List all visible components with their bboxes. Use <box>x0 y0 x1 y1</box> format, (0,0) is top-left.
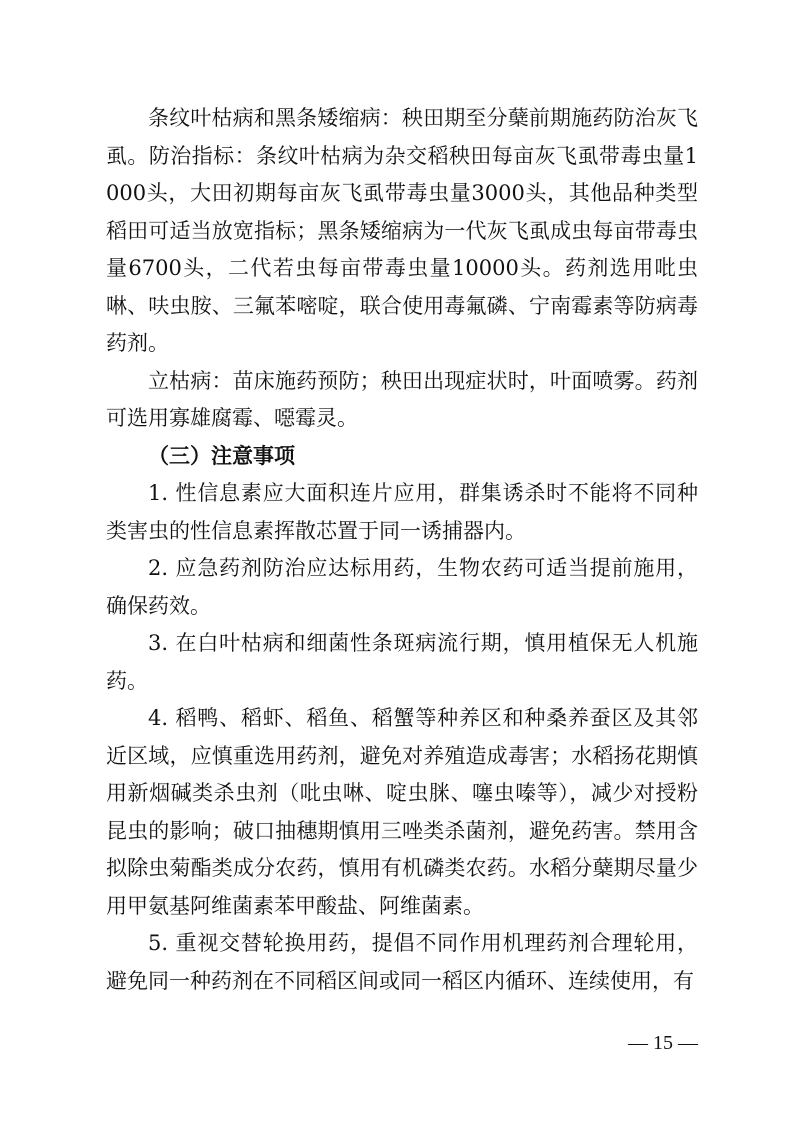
paragraph-stripe-blight: 条纹叶枯病和黑条矮缩病：秧田期至分蘖前期施药防治灰飞虱。防治指标：条纹叶枯病为杂交稻秧田每亩灰飞虱带毒虫量1000头，大田初期每亩灰飞虱带毒虫量3000头，其他品种类型稻田可适当放宽指标；黑条矮缩病为一代灰飞虱成虫每亩带毒虫量6700头，二代若虫每亩带毒虫量10000头。药剂选用吡虫啉、呋虫胺、三氟苯嘧啶，联合使用毒氟磷、宁南霉素等防病毒药剂。 <box>106 106 698 355</box>
paragraph-damping-off: 立枯病：苗床施药预防；秧田出现症状时，叶面喷雾。药剂可选用寡雄腐霉、噁霉灵。 <box>106 368 698 430</box>
page-body <box>106 100 698 1000</box>
note-item-5: 5. 重视交替轮换用药，提倡不同作用机理药剂合理轮用，避免同一种药剂在不同稻区间或同一稻区内循环、连续使用，有 <box>106 931 698 993</box>
note-item-1: 1. 性信息素应大面积连片应用，群集诱杀时不能将不同种类害虫的性信息素挥散芯置于同一诱捕器内。 <box>106 481 698 543</box>
note-item-3: 3. 在白叶枯病和细菌性条斑病流行期，慎用植保无人机施药。 <box>106 631 698 693</box>
note-item-2: 2. 应急药剂防治应达标用药，生物农药可适当提前施用，确保药效。 <box>106 556 698 618</box>
note-item-4: 4. 稻鸭、稻虾、稻鱼、稻蟹等种养区和种桑养蚕区及其邻近区域，应慎重选用药剂，避免对养殖造成毒害；水稻扬花期慎用新烟碱类杀虫剂（吡虫啉、啶虫脒、噻虫嗪等），减少对授粉昆虫的影响；破口抽穗期慎用三唑类杀菌剂，避免药害。禁用含拟除虫菊酯类成分农药，慎用有机磷类农药。水稻分蘖期尽量少用甲氨基阿维菌素苯甲酸盐、阿维菌素。 <box>106 706 698 918</box>
section-heading-precautions: （三）注意事项 <box>148 443 295 468</box>
page-number: — 15 — <box>628 1032 698 1054</box>
